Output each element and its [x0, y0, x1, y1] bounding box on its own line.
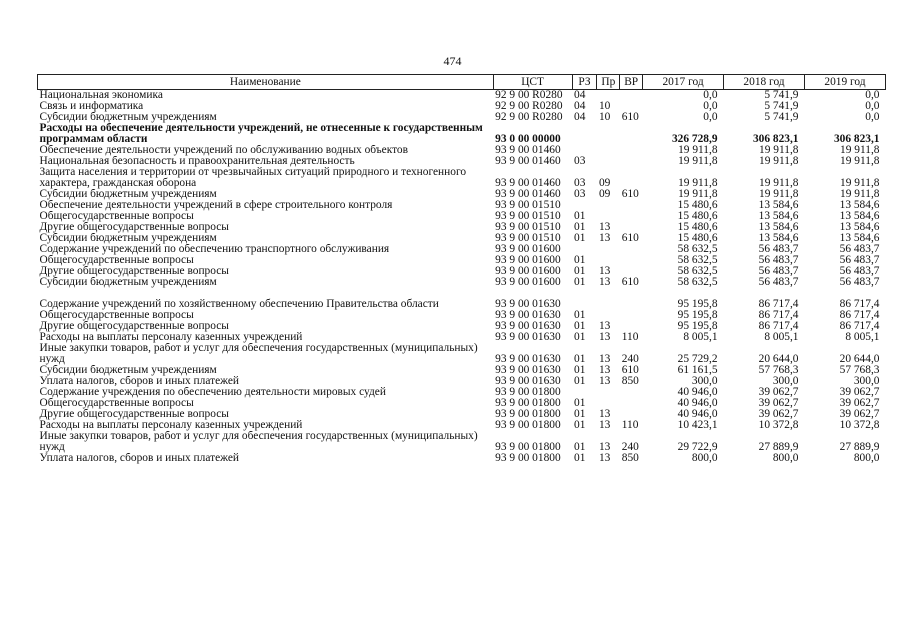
cell-2018: 56 483,7 — [758, 244, 799, 255]
cell-rz: 01 — [574, 398, 586, 409]
table-body — [38, 90, 886, 465]
cell-name: Другие общегосударственные вопросы — [39, 409, 229, 420]
cell-pr: 13 — [598, 233, 611, 244]
cell-pr: 13 — [598, 321, 611, 332]
cell-name: Общегосударственные вопросы — [39, 398, 194, 409]
cell-pr: 09 — [598, 177, 611, 189]
cell-2019: 300,0 — [853, 376, 880, 387]
cell-name: Национальная безопасность и правоохранительная деятельность — [39, 156, 355, 167]
cell-rz: 04 — [574, 112, 586, 123]
cell-2018: 86 717,4 — [758, 310, 799, 321]
cell-vr — [620, 167, 643, 189]
table-row — [38, 321, 886, 332]
cell-cst: 93 9 00 01460 — [495, 145, 561, 156]
table-row — [38, 244, 886, 255]
cell-cst: 93 9 00 01630 — [495, 365, 561, 376]
cell-2018: 39 062,7 — [758, 398, 799, 409]
cell-2019: 39 062,7 — [839, 409, 880, 420]
cell-cst: 92 9 00 R0280 — [495, 101, 563, 112]
cell-pr: 13 — [598, 453, 611, 464]
table-row — [38, 233, 886, 244]
table-row — [38, 398, 886, 409]
header-cst: ЦСТ — [493, 75, 572, 90]
cell-2017: 29 722,9 — [677, 441, 718, 453]
cell-2017: 19 911,8 — [678, 177, 718, 189]
cell-vr — [620, 255, 643, 266]
header-vr: ВР — [620, 75, 643, 90]
cell-rz: 01 — [574, 409, 586, 420]
cell-2018: 13 584,6 — [758, 200, 799, 211]
cell-cst: 93 9 00 01600 — [495, 277, 561, 288]
cell-rz: 01 — [574, 441, 586, 453]
cell-name: Защита населения и территории от чрезвычайных ситуаций природного и техногенного характера, гражданская оборона — [39, 167, 467, 189]
cell-rz: 01 — [574, 255, 586, 266]
table-row — [38, 431, 886, 453]
cell-2017: 0,0 — [703, 89, 718, 101]
cell-pr — [597, 288, 620, 310]
cell-2018: 20 644,0 — [758, 353, 799, 365]
cell-2018: 19 911,8 — [759, 177, 799, 189]
cell-2019: 19 911,8 — [840, 156, 880, 167]
cell-name: Субсидии бюджетным учреждениям — [39, 233, 217, 244]
cell-2018: 39 062,7 — [758, 387, 799, 398]
cell-2017: 15 480,6 — [677, 233, 718, 244]
cell-vr: 110 — [621, 332, 639, 343]
cell-2017: 15 480,6 — [677, 211, 718, 222]
cell-2018: 27 889,9 — [758, 441, 799, 453]
cell-pr — [597, 211, 620, 222]
cell-pr: 13 — [598, 222, 611, 233]
cell-cst: 93 9 00 01510 — [495, 211, 561, 222]
table-row — [38, 211, 886, 222]
cell-cst: 93 9 00 01800 — [495, 453, 561, 464]
cell-pr: 10 — [598, 112, 611, 123]
cell-2019: 13 584,6 — [839, 233, 880, 244]
cell-rz — [572, 145, 597, 156]
cell-2019: 800,0 — [853, 453, 880, 464]
cell-cst: 93 9 00 01800 — [495, 420, 561, 431]
cell-2019: 0,0 — [865, 112, 880, 123]
table-row — [38, 387, 886, 398]
table-row — [38, 101, 886, 112]
cell-2019: 0,0 — [865, 89, 880, 101]
cell-vr — [620, 266, 643, 277]
cell-name: Обеспечение деятельности учреждений по обслуживанию водных объектов — [39, 145, 409, 156]
cell-2019: 86 717,4 — [839, 321, 880, 332]
cell-2019: 19 911,8 — [840, 145, 880, 156]
cell-2019: 86 717,4 — [839, 298, 880, 310]
cell-vr — [620, 200, 643, 211]
table-row — [38, 288, 886, 310]
cell-vr: 610 — [621, 112, 639, 123]
cell-pr: 10 — [598, 101, 611, 112]
cell-2018: 86 717,4 — [758, 298, 799, 310]
cell-2019: 19 911,8 — [840, 189, 880, 200]
cell-pr: 13 — [598, 441, 611, 453]
cell-2017: 58 632,5 — [677, 277, 718, 288]
cell-rz: 01 — [574, 321, 586, 332]
cell-2018: 800,0 — [772, 453, 799, 464]
cell-2017: 40 946,0 — [677, 409, 718, 420]
cell-cst: 93 9 00 01800 — [495, 441, 561, 453]
cell-cst: 93 9 00 01800 — [495, 409, 561, 420]
cell-cst: 93 9 00 01600 — [495, 255, 561, 266]
table-row — [38, 167, 886, 189]
cell-pr: 13 — [598, 353, 611, 365]
cell-rz: 01 — [574, 277, 586, 288]
cell-2018: 13 584,6 — [758, 233, 799, 244]
cell-rz — [572, 288, 597, 310]
cell-2019: 20 644,0 — [839, 353, 880, 365]
cell-name: Общегосударственные вопросы — [39, 255, 194, 266]
cell-2019: 306 823,1 — [833, 133, 880, 145]
cell-2018: 39 062,7 — [758, 409, 799, 420]
cell-name: Субсидии бюджетным учреждениям — [39, 277, 217, 288]
table-row — [38, 343, 886, 365]
cell-2018: 8 005,1 — [764, 332, 799, 343]
cell-2017: 25 729,2 — [677, 353, 718, 365]
cell-rz: 01 — [574, 310, 586, 321]
cell-cst: 93 9 00 01510 — [495, 233, 561, 244]
cell-2019: 39 062,7 — [839, 398, 880, 409]
cell-pr: 13 — [598, 277, 611, 288]
table-row — [38, 420, 886, 431]
cell-vr — [620, 409, 643, 420]
cell-rz: 01 — [574, 332, 586, 343]
cell-rz: 04 — [574, 89, 586, 101]
cell-2018: 56 483,7 — [758, 255, 799, 266]
cell-2018: 19 911,8 — [759, 145, 799, 156]
cell-2019: 56 483,7 — [839, 244, 880, 255]
cell-pr — [597, 255, 620, 266]
cell-2018: 56 483,7 — [758, 277, 799, 288]
cell-name: Общегосударственные вопросы — [39, 310, 194, 321]
cell-pr: 13 — [598, 266, 611, 277]
table-row — [38, 332, 886, 343]
cell-name: Субсидии бюджетным учреждениям — [39, 365, 217, 376]
cell-vr: 240 — [621, 353, 639, 365]
table-row — [38, 266, 886, 277]
cell-2018: 306 823,1 — [752, 133, 799, 145]
cell-cst: 93 9 00 01630 — [495, 298, 561, 310]
cell-2018: 5 741,9 — [764, 101, 799, 112]
cell-2018: 86 717,4 — [758, 321, 799, 332]
cell-2018: 19 911,8 — [759, 156, 799, 167]
cell-2019: 13 584,6 — [839, 211, 880, 222]
cell-pr: 13 — [598, 332, 611, 343]
cell-name: Расходы на выплаты персоналу казенных учреждений — [39, 332, 303, 343]
header-rz: РЗ — [572, 75, 597, 90]
cell-pr: 09 — [598, 189, 611, 200]
cell-cst: 93 9 00 01460 — [495, 156, 561, 167]
cell-cst: 93 9 00 01510 — [495, 222, 561, 233]
cell-rz — [572, 387, 597, 398]
cell-2017: 0,0 — [703, 112, 718, 123]
table-row — [38, 200, 886, 211]
cell-2019: 56 483,7 — [839, 266, 880, 277]
cell-cst: 93 9 00 01630 — [495, 310, 561, 321]
cell-vr: 240 — [621, 441, 639, 453]
cell-rz: 01 — [574, 420, 586, 431]
cell-cst: 93 9 00 01460 — [495, 189, 561, 200]
cell-rz: 03 — [574, 177, 586, 189]
cell-2019: 86 717,4 — [839, 310, 880, 321]
cell-pr — [597, 200, 620, 211]
table-row — [38, 222, 886, 233]
cell-name: Другие общегосударственные вопросы — [39, 321, 229, 332]
cell-pr — [597, 387, 620, 398]
cell-2017: 58 632,5 — [677, 244, 718, 255]
cell-2018: 19 911,8 — [759, 189, 799, 200]
cell-2017: 326 728,9 — [671, 133, 718, 145]
table-row — [38, 409, 886, 420]
header-pr: Пр — [597, 75, 620, 90]
cell-cst: 93 9 00 01630 — [495, 321, 561, 332]
cell-vr — [620, 398, 643, 409]
cell-cst: 93 9 00 01600 — [495, 266, 561, 277]
cell-cst: 93 9 00 01630 — [495, 332, 561, 343]
cell-rz: 01 — [574, 365, 586, 376]
cell-2017: 40 946,0 — [677, 398, 718, 409]
cell-vr — [620, 211, 643, 222]
cell-name: Субсидии бюджетным учреждениям — [39, 112, 217, 123]
cell-vr — [620, 310, 643, 321]
cell-cst: 93 9 00 01800 — [495, 398, 561, 409]
cell-pr — [597, 123, 620, 145]
header-2017: 2017 год — [643, 75, 724, 90]
cell-2018: 13 584,6 — [758, 222, 799, 233]
cell-name: Содержание учреждений по хозяйственному обеспечению Правительства области — [39, 298, 439, 310]
cell-vr: 850 — [621, 453, 639, 464]
cell-vr — [620, 90, 643, 102]
cell-name: Уплата налогов, сборов и иных платежей — [39, 376, 239, 387]
cell-cst: 93 9 00 01630 — [495, 376, 561, 387]
header-name: Наименование — [38, 75, 494, 90]
header-2019: 2019 год — [805, 75, 886, 90]
cell-2018: 57 768,3 — [758, 365, 799, 376]
cell-name: Иные закупки товаров, работ и услуг для обеспечения государственных (муниципальных) нужд — [39, 431, 478, 453]
cell-2019: 8 005,1 — [845, 332, 880, 343]
cell-vr — [620, 156, 643, 167]
cell-2017: 95 195,8 — [677, 298, 718, 310]
table-row — [38, 123, 886, 145]
cell-2019: 0,0 — [865, 101, 880, 112]
cell-pr — [597, 310, 620, 321]
cell-cst: 92 9 00 R0280 — [495, 112, 563, 123]
cell-rz: 03 — [574, 189, 586, 200]
cell-rz: 01 — [574, 233, 586, 244]
table-row — [38, 156, 886, 167]
cell-name: Субсидии бюджетным учреждениям — [39, 189, 217, 200]
cell-name: Другие общегосударственные вопросы — [39, 266, 229, 277]
cell-2017: 800,0 — [691, 453, 718, 464]
cell-2017: 19 911,8 — [678, 145, 718, 156]
cell-vr — [620, 288, 643, 310]
cell-2019: 19 911,8 — [840, 177, 880, 189]
cell-rz: 01 — [574, 376, 586, 387]
cell-2017: 0,0 — [703, 101, 718, 112]
cell-pr — [597, 145, 620, 156]
cell-cst: 93 9 00 01800 — [495, 387, 561, 398]
cell-cst: 93 9 00 01510 — [495, 200, 561, 211]
cell-cst: 93 9 00 01460 — [495, 177, 561, 189]
cell-name: Общегосударственные вопросы — [39, 211, 194, 222]
cell-2018: 300,0 — [772, 376, 799, 387]
cell-2019: 13 584,6 — [839, 200, 880, 211]
cell-rz — [572, 200, 597, 211]
cell-pr: 13 — [598, 409, 611, 420]
cell-name: Связь и информатика — [39, 101, 144, 112]
cell-name: Содержание учреждения по обеспечению деятельности мировых судей — [39, 387, 386, 398]
cell-rz: 03 — [574, 156, 586, 167]
cell-vr — [620, 222, 643, 233]
cell-2017: 10 423,1 — [677, 420, 718, 431]
cell-vr: 610 — [621, 189, 639, 200]
cell-2019: 56 483,7 — [839, 255, 880, 266]
cell-2019: 10 372,8 — [839, 420, 880, 431]
cell-rz: 01 — [574, 266, 586, 277]
cell-name: Содержание учреждений по обеспечению транспортного обслуживания — [39, 244, 390, 255]
table-row — [38, 189, 886, 200]
cell-vr — [620, 321, 643, 332]
table-row — [38, 365, 886, 376]
cell-2018: 5 741,9 — [764, 89, 799, 101]
header-2018: 2018 год — [724, 75, 805, 90]
cell-cst: 93 0 00 00000 — [495, 133, 561, 145]
cell-vr — [620, 145, 643, 156]
cell-2018: 13 584,6 — [758, 211, 799, 222]
cell-cst: 93 9 00 01630 — [495, 353, 561, 365]
page-number: 474 — [443, 54, 462, 68]
table-header — [38, 75, 886, 90]
cell-2018: 10 372,8 — [758, 420, 799, 431]
table-row — [38, 277, 886, 288]
cell-pr: 13 — [598, 420, 611, 431]
budget-table — [37, 74, 886, 464]
cell-name: Национальная экономика — [39, 89, 163, 101]
cell-name: Другие общегосударственные вопросы — [39, 222, 229, 233]
cell-vr — [620, 123, 643, 145]
cell-rz — [572, 244, 597, 255]
cell-cst: 93 9 00 01600 — [495, 244, 561, 255]
cell-2017: 15 480,6 — [677, 200, 718, 211]
cell-2019: 39 062,7 — [839, 387, 880, 398]
cell-name: Иные закупки товаров, работ и услуг для обеспечения государственных (муниципальных) нужд — [39, 343, 478, 365]
cell-2018: 5 741,9 — [764, 112, 799, 123]
cell-cst: 92 9 00 R0280 — [495, 89, 563, 101]
cell-pr — [597, 244, 620, 255]
cell-2017: 15 480,6 — [677, 222, 718, 233]
table-row — [38, 376, 886, 387]
cell-pr: 13 — [598, 365, 611, 376]
cell-2017: 300,0 — [691, 376, 718, 387]
cell-2019: 56 483,7 — [839, 277, 880, 288]
cell-2017: 95 195,8 — [677, 321, 718, 332]
cell-2017: 58 632,5 — [677, 266, 718, 277]
cell-vr: 850 — [621, 376, 639, 387]
table-row — [38, 145, 886, 156]
cell-pr — [597, 398, 620, 409]
table-row — [38, 112, 886, 123]
cell-2018: 56 483,7 — [758, 266, 799, 277]
cell-rz: 01 — [574, 353, 586, 365]
cell-name: Обеспечение деятельности учреждений в сфере строительного контроля — [39, 200, 393, 211]
cell-vr: 610 — [621, 233, 639, 244]
cell-pr — [597, 156, 620, 167]
cell-vr: 110 — [621, 420, 639, 431]
cell-pr: 13 — [598, 376, 611, 387]
cell-2017: 95 195,8 — [677, 310, 718, 321]
cell-name: Уплата налогов, сборов и иных платежей — [39, 453, 239, 464]
cell-vr — [620, 101, 643, 112]
cell-vr: 610 — [621, 365, 639, 376]
cell-vr — [620, 387, 643, 398]
cell-2017: 8 005,1 — [683, 332, 718, 343]
table-row — [38, 90, 886, 102]
cell-rz: 01 — [574, 211, 586, 222]
table-row — [38, 310, 886, 321]
cell-name: Расходы на выплаты персоналу казенных учреждений — [39, 420, 303, 431]
cell-name: Расходы на обеспечение деятельности учреждений, не отнесенные к государственным программам области — [39, 123, 483, 145]
cell-2019: 57 768,3 — [839, 365, 880, 376]
cell-2017: 61 161,5 — [677, 365, 718, 376]
cell-2017: 40 946,0 — [677, 387, 718, 398]
table-row — [38, 255, 886, 266]
cell-2017: 19 911,8 — [678, 189, 718, 200]
cell-vr: 610 — [621, 277, 639, 288]
cell-rz — [572, 123, 597, 145]
cell-2017: 19 911,8 — [678, 156, 718, 167]
cell-2019: 27 889,9 — [839, 441, 880, 453]
cell-pr — [597, 90, 620, 102]
cell-2019: 13 584,6 — [839, 222, 880, 233]
cell-2017: 58 632,5 — [677, 255, 718, 266]
cell-rz: 04 — [574, 101, 586, 112]
cell-vr — [620, 244, 643, 255]
cell-rz: 01 — [574, 453, 586, 464]
table-row — [38, 453, 886, 464]
cell-rz: 01 — [574, 222, 586, 233]
